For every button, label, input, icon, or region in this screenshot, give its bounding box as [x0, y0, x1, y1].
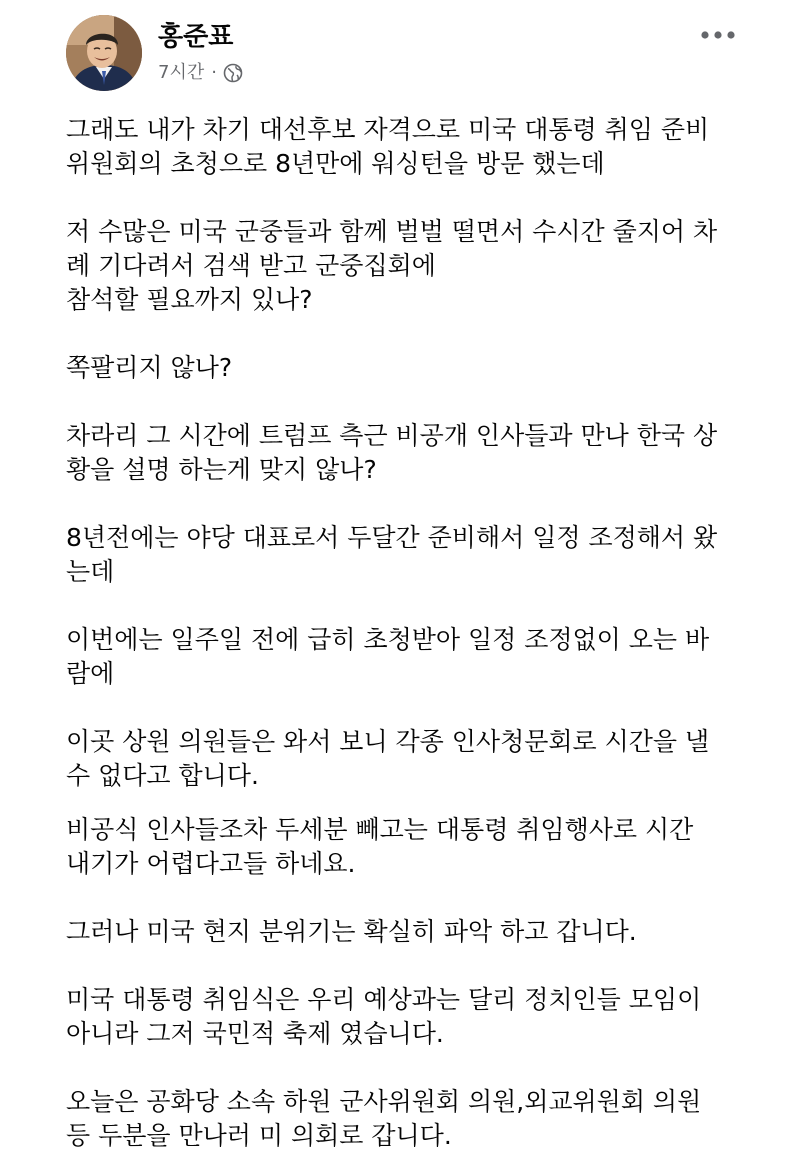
meta-separator: · — [211, 62, 217, 83]
author-name[interactable]: 홍준표 — [158, 22, 234, 52]
post-paragraph: 쪽팔리지 않나? — [66, 353, 233, 382]
post-paragraph: 8년전에는 야당 대표로서 두달간 준비해서 일정 조정해서 왔 는데 — [66, 523, 718, 586]
post-timestamp[interactable]: 7시간 — [158, 62, 205, 83]
post-paragraph: 그러나 미국 현지 분위기는 확실히 파악 하고 갑니다. — [66, 917, 637, 946]
post-paragraph: 오늘은 공화당 소속 하원 군사위원회 의원,외교위원회 의원 등 두분을 만나러 미 의회로 갑니다. — [66, 1087, 702, 1150]
avatar[interactable] — [66, 15, 142, 91]
post-paragraph: 이곳 상원 의원들은 와서 보니 각종 인사청문회로 시간을 낼 수 없다고 합니다. — [66, 727, 710, 790]
post-paragraph: 이번에는 일주일 전에 급히 초청받아 일정 조정없이 오는 바 람에 — [66, 625, 710, 688]
post-body — [66, 113, 756, 1153]
post-header — [0, 0, 800, 110]
post-paragraph: 비공식 인사들조차 두세분 빼고는 대통령 취임행사로 시간 내기가 어렵다고들 하네요. — [66, 815, 694, 878]
post-paragraph: 그래도 내가 차기 대선후보 자격으로 미국 대통령 취임 준비 위원회의 초청으로 8년만에 워싱턴을 방문 했는데 — [66, 115, 710, 178]
post-paragraph: 차라리 그 시간에 트럼프 측근 비공개 인사들과 만나 한국 상 황을 설명 하는게 맞지 않나? — [66, 421, 718, 484]
post-paragraph: 저 수많은 미국 군중들과 함께 벌벌 떨면서 수시간 줄지어 차 례 기다려서 검색 받고 군중집회에 참석할 필요까지 있나? — [66, 217, 718, 314]
globe-icon[interactable] — [223, 63, 243, 83]
more-horizontal-icon — [700, 30, 736, 40]
post-paragraph: 미국 대통령 취임식은 우리 예상과는 달리 정치인들 모임이 아니라 그저 국민적 축제 였습니다. — [66, 985, 702, 1048]
post-meta — [158, 60, 243, 86]
more-options-button[interactable] — [696, 20, 740, 50]
